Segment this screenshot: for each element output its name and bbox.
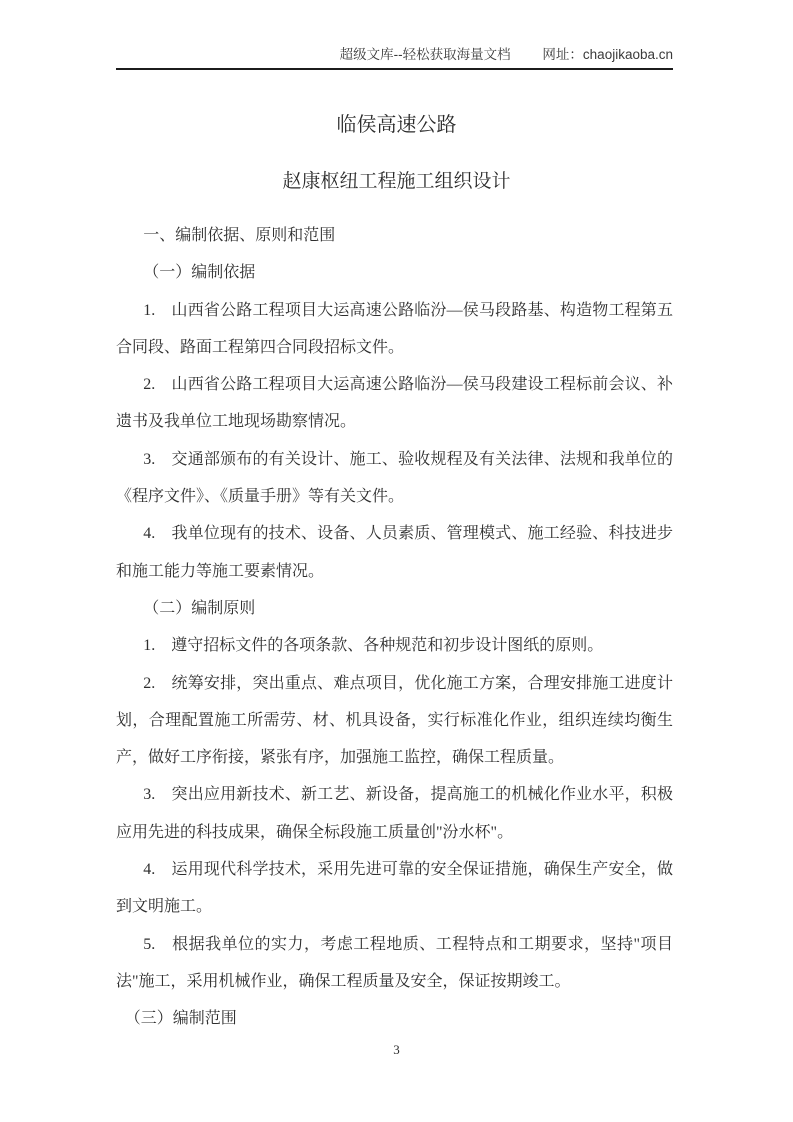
document-body	[116, 217, 673, 1038]
page-header	[116, 43, 673, 70]
page-number: 3	[393, 1042, 400, 1057]
paragraph: 4. 我单位现有的技术、设备、人员素质、管理模式、施工经验、科技进步和施工能力等施工要素情况。	[116, 525, 673, 580]
paragraph: 1. 山西省公路工程项目大运高速公路临汾—侯马段路基、构造物工程第五合同段、路面工程第四合同段招标文件。	[116, 301, 673, 356]
site-url-label: 网址：chaojikaoba.cn	[542, 47, 673, 62]
document-title: 临侯高速公路	[336, 114, 457, 136]
paragraph: 3. 交通部颁布的有关设计、施工、验收规程及有关法律、法规和我单位的《程序文件》、《质量手册》等有关文件。	[116, 450, 673, 506]
document-subtitle: 赵康枢纽工程施工组织设计	[282, 171, 511, 192]
paragraph: 4. 运用现代科学技术，采用先进可靠的安全保证措施，确保生产安全，做到文明施工。	[116, 861, 673, 916]
subsection-heading: （一）编制依据	[143, 264, 256, 282]
subsection-heading: （二）编制原则	[143, 599, 256, 617]
subsection-heading: （三）编制范围	[124, 1010, 237, 1028]
paragraph: 2. 山西省公路工程项目大运高速公路临汾—侯马段建设工程标前会议、补遗书及我单位工地现场勘察情况。	[116, 376, 673, 431]
paragraph: 2. 统筹安排，突出重点、难点项目，优化施工方案，合理安排施工进度计划，合理配置施工所需劳、材、机具设备，实行标准化作业，组织连续均衡生产，做好工序衔接，紧张有序，加强施工监控，确保工程质量。	[116, 674, 673, 767]
paragraph: 5. 根据我单位的实力，考虑工程地质、工程特点和工期要求，坚持"项目法"施工，采用机械作业，确保工程质量及安全，保证按期竣工。	[116, 935, 673, 990]
site-watermark-label: 超级文库--轻松获取海量文档	[339, 47, 511, 62]
paragraph: 3. 突出应用新技术、新工艺、新设备，提高施工的机械化作业水平，积极应用先进的科技成果，确保全标段施工质量创"汾水杯"。	[116, 786, 673, 841]
section-heading: 一、编制依据、原则和范围	[143, 227, 336, 244]
paragraph: 1. 遵守招标文件的各项条款、各种规范和初步设计图纸的原则。	[143, 637, 604, 655]
